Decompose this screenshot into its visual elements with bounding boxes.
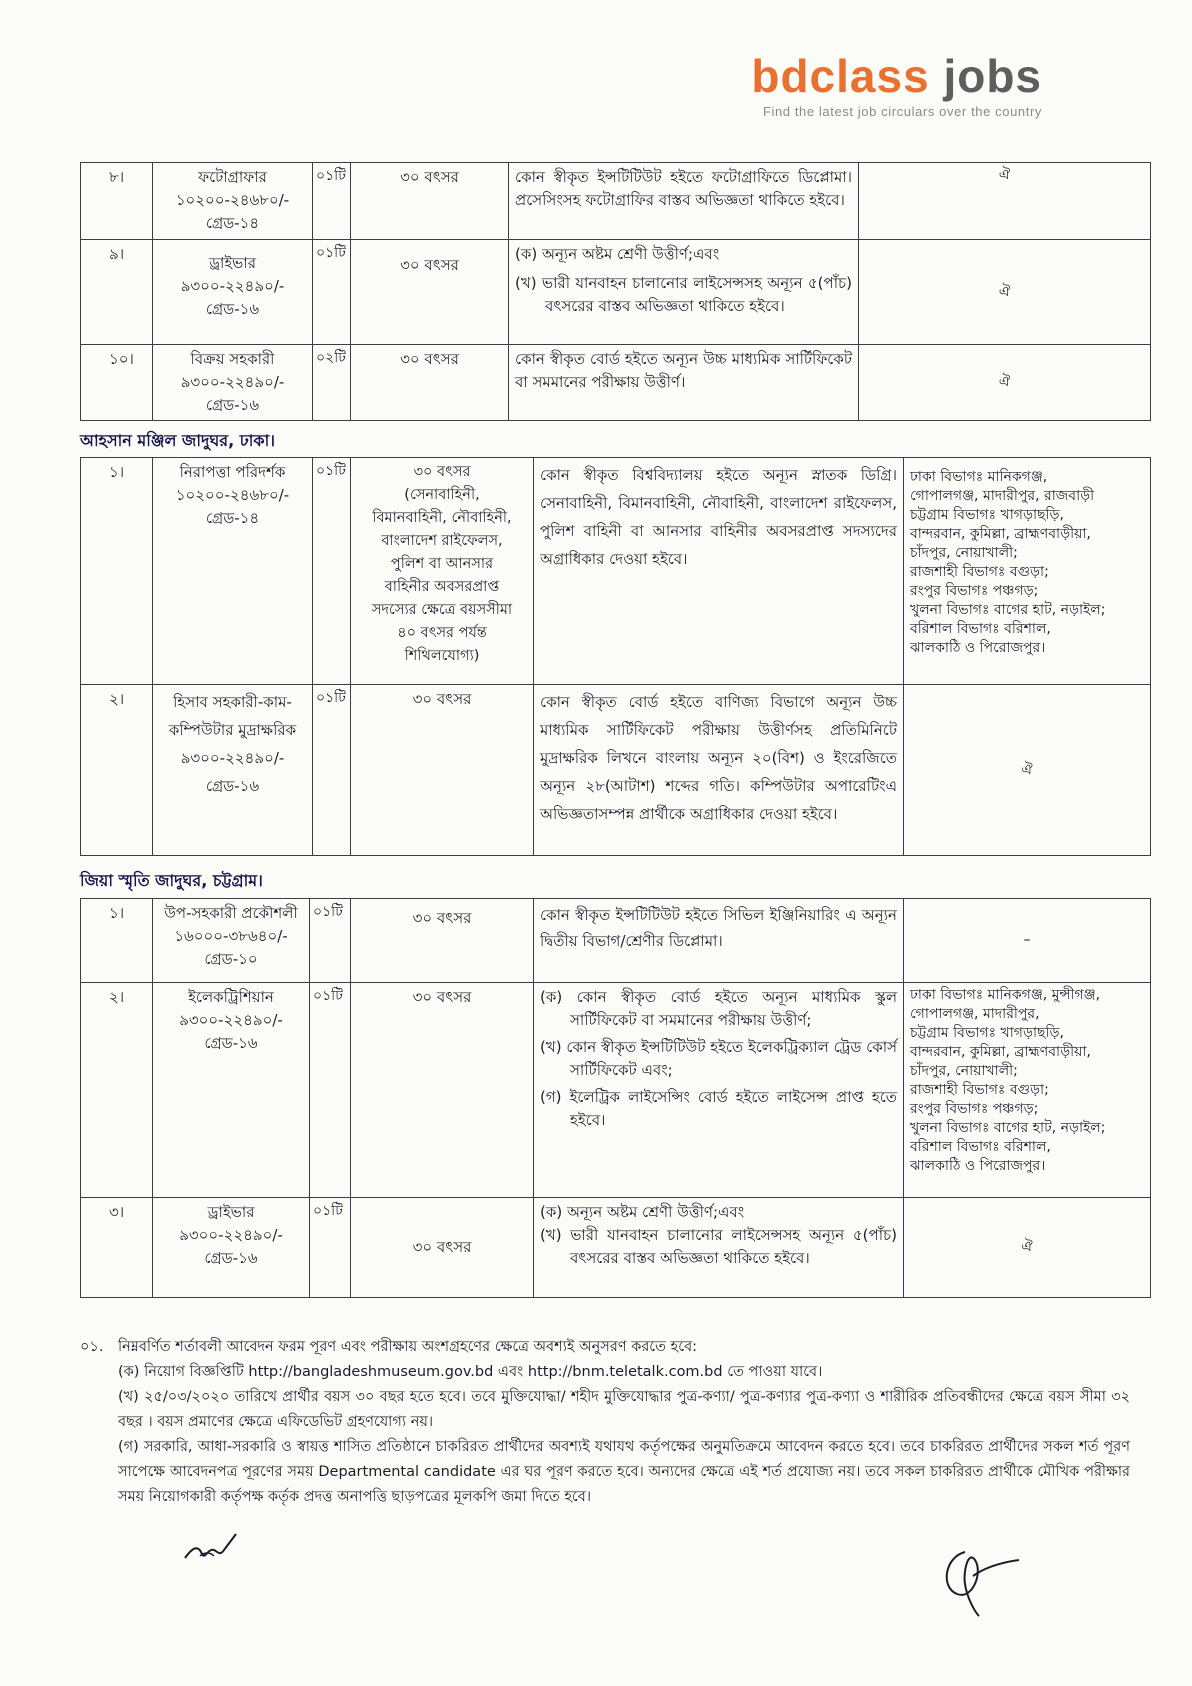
post-name: ফটোগ্রাফার bbox=[198, 168, 267, 186]
post-name: ড্রাইভার bbox=[209, 254, 256, 272]
qualification bbox=[509, 163, 859, 240]
age-limit: ৩০ বৎসর bbox=[351, 685, 534, 856]
qualification bbox=[534, 899, 904, 983]
quota-line: খুলনা বিভাগঃ বাগের হাট, নড়াইল; bbox=[910, 602, 1106, 618]
post-name: ড্রাইভার bbox=[207, 1203, 255, 1221]
age-line: ৪০ বৎসর পর্যন্ত bbox=[397, 625, 487, 641]
grade: গ্রেড-১৬ bbox=[205, 396, 260, 414]
vacancy-count: ০১টি bbox=[313, 685, 351, 856]
serial-number: ৮। bbox=[81, 163, 153, 240]
age-limit bbox=[351, 458, 534, 685]
pay-scale: ৯৩০০-২২৪৯০/- bbox=[179, 1011, 283, 1029]
qualification-line: কোন স্বীকৃত ইন্সটিটিউট হইতে ফটোগ্রাফিতে ডিপ্লোমা। প্রসেসিংসহ ফটোগ্রাফির বাস্তব অভিজ্ঞতা থাকিতে হইবে। bbox=[515, 168, 852, 209]
pay-scale: ১৬০০০-৩৮৬৪০/- bbox=[174, 927, 288, 945]
qualification-line: (ক) অন্যূন অষ্টম শ্রেণী উত্তীর্ণ;এবং bbox=[540, 1203, 745, 1221]
qualification bbox=[534, 685, 904, 856]
post-cell bbox=[153, 458, 313, 685]
grade: গ্রেড-১৪ bbox=[205, 214, 260, 232]
qualification bbox=[534, 983, 904, 1198]
qualification bbox=[509, 345, 859, 421]
serial-number: ১। bbox=[81, 458, 153, 685]
table-row bbox=[81, 1198, 1151, 1298]
signature-icon bbox=[935, 1532, 1025, 1622]
qualification-line: কোন স্বীকৃত বোর্ড হইতে অন্যূন উচ্চ মাধ্যমিক সার্টিফিকেট বা সমমানের পরীক্ষায় উত্তীর্ণ। bbox=[515, 350, 852, 391]
post-cell bbox=[153, 899, 310, 983]
serial-number: ৩। bbox=[81, 1198, 153, 1298]
qualification-line: কোন স্বীকৃত বিশ্ববিদ্যালয় হইতে অন্যূন স্নাতক ডিগ্রি। সেনাবাহিনী, বিমানবাহিনী, নৌবাহিনী, বাংলাদেশ রাইফেলস, পুলিশ বাহিনী বা আনসার বাহিনীর অবসরপ্রাপ্ত সদস্যদের অগ্রাধিকার দেওয়া হইবে। bbox=[540, 466, 897, 568]
serial-number: ৯। bbox=[81, 240, 153, 345]
quota-line: রংপুর বিভাগঃ পঞ্চগড়; bbox=[910, 583, 1039, 599]
post-name: উপ-সহকারী প্রকৌশলী bbox=[164, 904, 298, 922]
quota-line: ঝালকাঠি ও পিরোজপুর। bbox=[910, 640, 1046, 656]
grade: গ্রেড-১৬ bbox=[205, 300, 260, 318]
vacancy-count: ০১টি bbox=[313, 240, 351, 345]
post-cell bbox=[153, 685, 313, 856]
age-limit: ৩০ বৎসর bbox=[351, 899, 534, 983]
initials-signature-icon bbox=[180, 1530, 240, 1566]
post-name: হিসাব সহকারী-কাম-কম্পিউটার মুদ্রাক্ষরিক bbox=[168, 693, 297, 739]
qualification-line: (খ) ভারী যানবাহন চালানোর লাইসেন্সসহ অন্যূন ৫(পাঁচ) বৎসরের বাস্তব অভিজ্ঞতা থাকিতে হইবে। bbox=[515, 274, 852, 315]
quota-line: রাজশাহী বিভাগঃ বগুড়া; bbox=[910, 1082, 1049, 1098]
logo-tagline: Find the latest job circulars over the country bbox=[762, 104, 1042, 119]
quota-line: চাঁদপুর, নোয়াখালী; bbox=[910, 545, 1018, 561]
quota-line: খুলনা বিভাগঃ বাগের হাট, নড়াইল; bbox=[910, 1120, 1106, 1136]
quota: – bbox=[904, 899, 1151, 983]
table-row bbox=[81, 983, 1151, 1198]
table-row bbox=[81, 685, 1151, 856]
site-logo[interactable] bbox=[682, 50, 1042, 119]
qualification-line: (গ) ইলেট্রিক লাইসেন্সিং বোর্ড হইতে লাইসেন্স প্রাপ্ত হতে হইবে। bbox=[540, 1088, 897, 1129]
qualification bbox=[534, 458, 904, 685]
quota-line: চট্টগ্রাম বিভাগঃ খাগড়াছড়ি, bbox=[910, 507, 1064, 523]
grade: গ্রেড-১০ bbox=[204, 950, 258, 968]
qualification-line: (ক) কোন স্বীকৃত বোর্ড হইতে অন্যূন মাধ্যমিক স্কুল সার্টিফিকেট বা সমমানের পরীক্ষায় উত্তীর্ণ; bbox=[540, 988, 897, 1029]
quota-line: ঢাকা বিভাগঃ মানিকগঞ্জ, bbox=[910, 469, 1048, 485]
post-name: নিরাপত্তা পরিদর্শক bbox=[179, 463, 286, 481]
qualification bbox=[534, 1198, 904, 1298]
post-cell bbox=[153, 345, 313, 421]
quota-line: বান্দরবান, কুমিল্লা, ব্রাহ্মণবাড়ীয়া, bbox=[910, 1044, 1091, 1060]
age-limit: ৩০ বৎসর bbox=[351, 983, 534, 1198]
serial-number: ২। bbox=[81, 983, 153, 1198]
logo-brand-part2: jobs bbox=[943, 50, 1042, 102]
quota-line: রংপুর বিভাগঃ পঞ্চগড়; bbox=[910, 1101, 1039, 1117]
age-limit: ৩০ বৎসর bbox=[351, 1198, 534, 1298]
age-line: বাংলাদেশ রাইফেলস, bbox=[381, 533, 503, 549]
table-row bbox=[81, 458, 1151, 685]
quota-line: বরিশাল বিভাগঃ বরিশাল, bbox=[910, 621, 1051, 637]
vacancy-count: ০১টি bbox=[313, 458, 351, 685]
quota: ঐ bbox=[904, 685, 1151, 856]
vacancy-count: ০১টি bbox=[313, 163, 351, 240]
quota-line: ঢাকা বিভাগঃ মানিকগঞ্জ, মুন্সীগঞ্জ, bbox=[910, 987, 1101, 1003]
age-line: পুলিশ বা আনসার bbox=[390, 556, 494, 572]
serial-number: ১০। bbox=[81, 345, 153, 421]
note-intro: নিম্নবর্ণিত শর্তাবলী আবেদন ফরম পূরণ এবং পরীক্ষায় অংশগ্রহণের ক্ষেত্রে অবশ্যই অনুসরণ করতে হবে: bbox=[118, 1339, 698, 1355]
quota: ঐ bbox=[859, 163, 1151, 240]
age-limit: ৩০ বৎসর bbox=[351, 163, 509, 240]
quota-line: বরিশাল বিভাগঃ বরিশাল, bbox=[910, 1139, 1051, 1155]
quota-line: চাঁদপুর, নোয়াখালী; bbox=[910, 1063, 1018, 1079]
quota: ঐ bbox=[904, 1198, 1151, 1298]
age-line: ৩০ বৎসর bbox=[413, 464, 471, 480]
grade: গ্রেড-১৬ bbox=[205, 777, 260, 795]
table-row bbox=[81, 163, 1151, 240]
jobs-table-ahsan-manzil bbox=[80, 457, 1151, 856]
age-line: সদস্যের ক্ষেত্রে বয়সসীমা bbox=[371, 602, 513, 618]
section-title-zia-smriti: জিয়া স্মৃতি জাদুঘর, চট্টগ্রাম। bbox=[80, 871, 263, 890]
table-row bbox=[81, 899, 1151, 983]
table-row bbox=[81, 240, 1151, 345]
pay-scale: ৯৩০০-২২৪৯০/- bbox=[179, 1226, 283, 1244]
table-row bbox=[81, 345, 1151, 421]
pay-scale: ১০২০০-২৪৬৮০/- bbox=[175, 486, 290, 504]
vacancy-count: ০১টি bbox=[310, 899, 351, 983]
quota-line: বান্দরবান, কুমিল্লা, ব্রাহ্মণবাড়ীয়া, bbox=[910, 526, 1091, 542]
pay-scale: ১০২০০-২৪৬৮০/- bbox=[175, 191, 290, 209]
qualification-line: (খ) ভারী যানবাহন চালানোর লাইসেন্সসহ অন্যূন ৫(পাঁচ) বৎসরের বাস্তব অভিজ্ঞতা থাকিতে হইবে। bbox=[540, 1226, 897, 1267]
age-limit: ৩০ বৎসর bbox=[351, 345, 509, 421]
grade: গ্রেড-১৪ bbox=[205, 509, 260, 527]
age-line: বিমানবাহিনী, নৌবাহিনী, bbox=[372, 510, 512, 526]
note-item: (খ) ২৫/০৩/২০২০ তারিখে প্রার্থীর বয়স ৩০ বছর হতে হবে। তবে মুক্তিযোদ্ধা/ শহীদ মুক্তিযোদ্ধার পুত্র-কণ্যা/ পুত্র-কণ্যার পুত্র-কণ্যা ও শারীরিক প্রতিবন্ধীদের ক্ষেত্রে বয়স সীমা ৩২ বছর । বয়স প্রমাণের ক্ষেত্রে এফিডেভিট গ্রহণযোগ্য নয়। bbox=[118, 1389, 1130, 1430]
note-item: (ক) নিয়োগ বিজ্ঞপ্তিটি http://bangladeshmuseum.gov.bd এবং http://bnm.teletalk.com.bd তে পাওয়া যাবে। bbox=[118, 1364, 823, 1380]
grade: গ্রেড-১৬ bbox=[204, 1034, 258, 1052]
age-line: শিথিলযোগ্য) bbox=[404, 648, 480, 664]
jobs-table-zia-smriti bbox=[80, 898, 1151, 1298]
qualification-line: কোন স্বীকৃত বোর্ড হইতে বাণিজ্য বিভাগে অন্যূন উচ্চ মাধ্যমিক সার্টিফিকেট পরীক্ষায় উত্তীর্ণসহ প্রতিমিনিটে মুদ্রাক্ষরিক লিখনে বাংলায় অন্যূন ২০(বিশ) ও ইংরেজিতে অন্যূন ২৮(আটাশ) শব্দের গতি। কম্পিউটার অপারেটিংএ অভিজ্ঞতাসম্পন্ন প্রার্থীকে অগ্রাধিকার দেওয়া হইবে। bbox=[540, 693, 897, 823]
vacancy-count: ০২টি bbox=[313, 345, 351, 421]
vacancy-count: ০১টি bbox=[310, 983, 351, 1198]
quota-line: চট্টগ্রাম বিভাগঃ খাগড়াছড়ি, bbox=[910, 1025, 1064, 1041]
vacancy-count: ০১টি bbox=[310, 1198, 351, 1298]
quota-line: গোপালগঞ্জ, মাদারীপুর, bbox=[910, 1006, 1040, 1022]
post-cell bbox=[153, 240, 313, 345]
post-cell bbox=[153, 163, 313, 240]
note-number: ০১. bbox=[80, 1339, 104, 1355]
post-cell bbox=[153, 1198, 310, 1298]
logo-brand-part1: bdclass bbox=[751, 50, 930, 102]
pay-scale: ৯৩০০-২২৪৯০/- bbox=[180, 277, 285, 295]
post-name: বিক্রয় সহকারী bbox=[190, 350, 275, 368]
post-cell bbox=[153, 983, 310, 1198]
qualification-line: (ক) অন্যূন অষ্টম শ্রেণী উত্তীর্ণ;এবং bbox=[515, 245, 720, 263]
qualification-line: কোন স্বীকৃত ইন্সটিটিউট হইতে সিভিল ইঞ্জিনিয়ারিং এ অন্যূন দ্বিতীয় বিভাগ/শ্রেণীর ডিপ্লোমা। bbox=[540, 906, 897, 950]
qualification bbox=[509, 240, 859, 345]
quota bbox=[904, 458, 1151, 685]
age-limit: ৩০ বৎসর bbox=[351, 240, 509, 345]
jobs-table-continued bbox=[80, 162, 1151, 421]
quota-line: গোপালগঞ্জ, মাদারীপুর, রাজবাড়ী bbox=[910, 488, 1095, 504]
age-line: (সেনাবাহিনী, bbox=[404, 487, 480, 503]
pay-scale: ৯৩০০-২২৪৯০/- bbox=[180, 749, 285, 767]
quota-line: ঝালকাঠি ও পিরোজপুর। bbox=[910, 1158, 1046, 1174]
pay-scale: ৯৩০০-২২৪৯০/- bbox=[180, 373, 285, 391]
note-item: (গ) সরকারি, আধা-সরকারি ও স্বায়ত্ত শাসিত প্রতিষ্ঠানে চাকরিরত প্রার্থীদের অবশ্যই যথাযথ কর্তৃপক্ষের অনুমতিক্রমে আবেদন করতে হবে। তবে চাকরিরত প্রার্থীদের সকল শর্ত পূরণ সাপেক্ষে আবেদনপত্র পূরণের সময় Departmental candidate এর ঘর পূরণ করতে হবে। অন্যদের ক্ষেত্রে এই শর্ত প্রযোজ্য নয়। তবে সকল চাকরিরত প্রার্থীকে মৌখিক পরীক্ষার সময় নিয়োগকারী কর্তৃপক্ষ কর্তৃক প্রদত্ত অনাপত্তি ছাড়পত্রের মূলকপি জমা দিতে হবে। bbox=[118, 1439, 1130, 1505]
quota-line: রাজশাহী বিভাগঃ বগুড়া; bbox=[910, 564, 1049, 580]
serial-number: ২। bbox=[81, 685, 153, 856]
conditions-notes bbox=[80, 1335, 1130, 1510]
post-name: ইলেকট্রিশিয়ান bbox=[188, 988, 274, 1006]
age-line: বাহিনীর অবসরপ্রাপ্ত bbox=[384, 579, 500, 595]
quota bbox=[904, 983, 1151, 1198]
quota: ঐ bbox=[859, 345, 1151, 421]
grade: গ্রেড-১৬ bbox=[204, 1249, 258, 1267]
qualification-line: (খ) কোন স্বীকৃত ইন্সটিটিউট হইতে ইলেকট্রিক্যাল ট্রেড কোর্স সার্টিফিকেট এবং; bbox=[540, 1038, 897, 1079]
serial-number: ১। bbox=[81, 899, 153, 983]
quota: ঐ bbox=[859, 240, 1151, 345]
section-title-ahsan-manzil: আহসান মঞ্জিল জাদুঘর, ঢাকা। bbox=[80, 431, 275, 450]
